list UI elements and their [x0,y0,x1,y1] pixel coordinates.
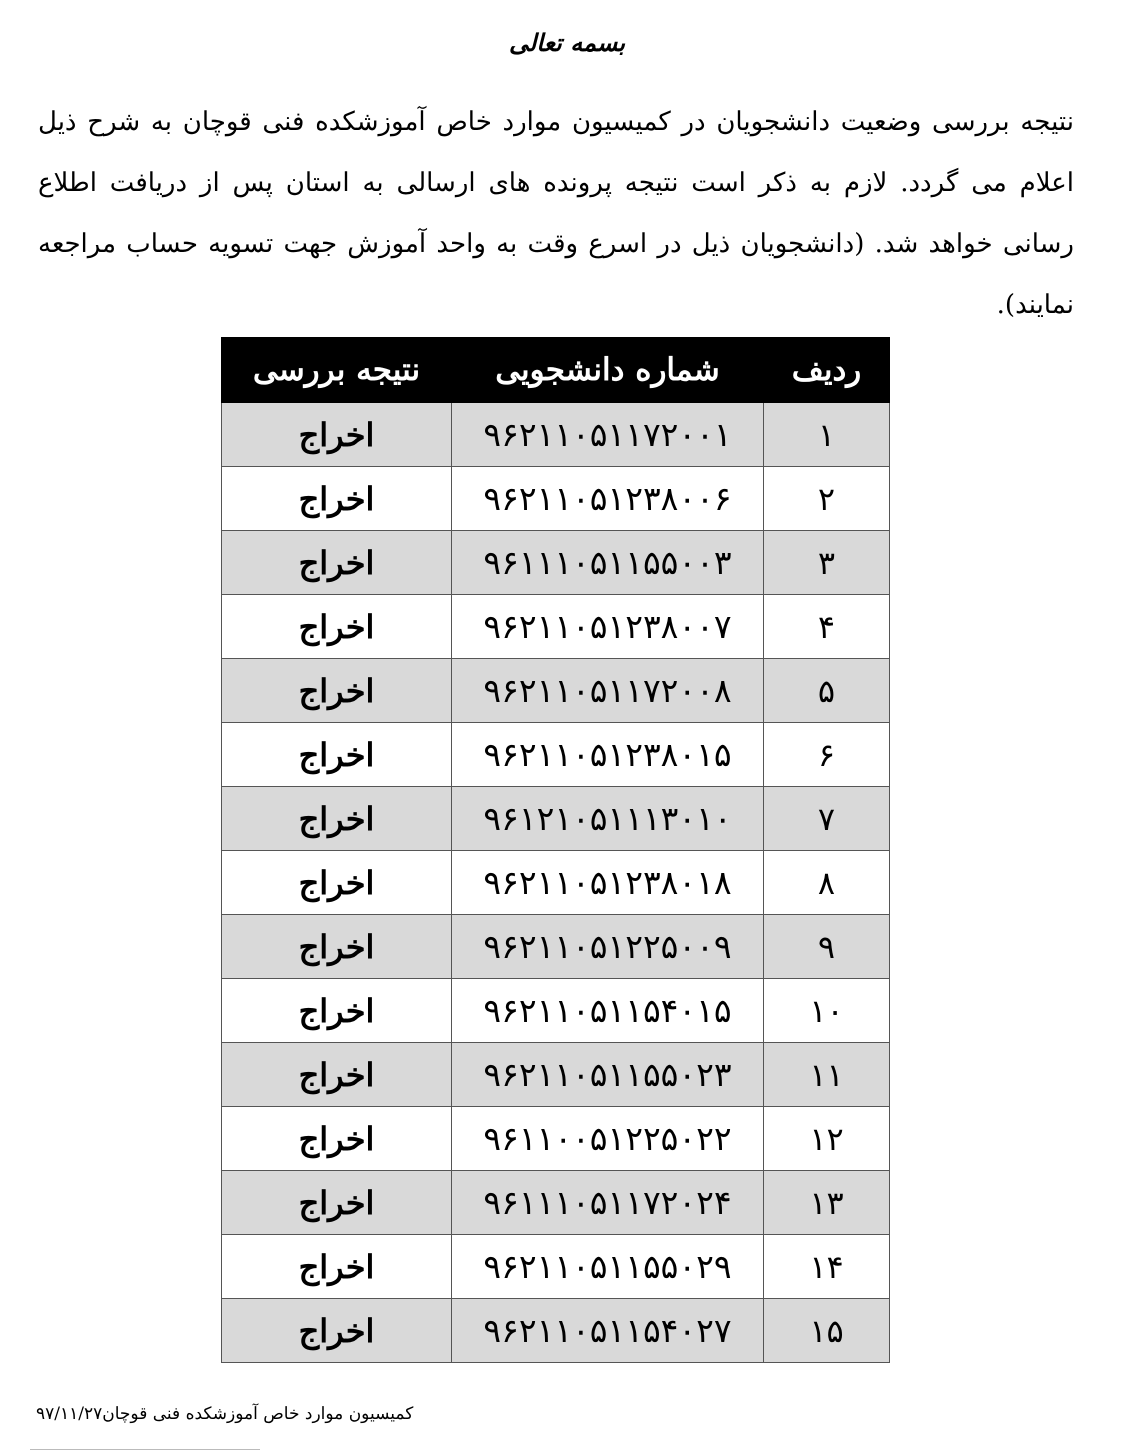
row-number-cell: ۱ [764,403,890,467]
student-id-cell: ۹۶۲۱۱۰۵۱۱۵۵۰۲۹ [452,1235,764,1299]
result-cell: اخراج [222,659,452,723]
table-row [222,1235,890,1299]
results-table [221,337,890,1363]
row-number-cell: ۴ [764,595,890,659]
result-cell: اخراج [222,1171,452,1235]
student-id-cell: ۹۶۲۱۱۰۵۱۱۷۲۰۰۸ [452,659,764,723]
table-row [222,1043,890,1107]
student-id-cell: ۹۶۲۱۱۰۵۱۲۳۸۰۱۸ [452,851,764,915]
student-id-cell: ۹۶۱۱۱۰۵۱۱۷۲۰۲۴ [452,1171,764,1235]
table-body [222,403,890,1363]
row-number-cell: ۱۲ [764,1107,890,1171]
student-id-cell: ۹۶۱۱۰۰۵۱۲۲۵۰۲۲ [452,1107,764,1171]
result-cell: اخراج [222,403,452,467]
footer-signature: کمیسیون موارد خاص آموزشکده فنی قوچان۹۷/۱۱/۲۷ [36,1404,414,1424]
header-result: نتیجه بررسی [222,338,452,403]
student-id-cell: ۹۶۲۱۱۰۵۱۱۷۲۰۰۱ [452,403,764,467]
header-student-id: شماره دانشجویی [452,338,764,403]
table-row [222,595,890,659]
table-row [222,979,890,1043]
student-id-cell: ۹۶۲۱۱۰۵۱۲۳۸۰۰۶ [452,467,764,531]
row-number-cell: ۷ [764,787,890,851]
row-number-cell: ۶ [764,723,890,787]
result-cell: اخراج [222,979,452,1043]
table-row [222,915,890,979]
result-cell: اخراج [222,851,452,915]
results-table-container [221,337,889,1363]
table-row [222,531,890,595]
bismillah-heading: بسمه تعالی [508,28,626,57]
row-number-cell: ۲ [764,467,890,531]
result-cell: اخراج [222,1235,452,1299]
row-number-cell: ۱۴ [764,1235,890,1299]
result-cell: اخراج [222,531,452,595]
row-number-cell: ۱۳ [764,1171,890,1235]
footer-divider [30,1449,260,1450]
table-row [222,787,890,851]
row-number-cell: ۵ [764,659,890,723]
row-number-cell: ۸ [764,851,890,915]
result-cell: اخراج [222,467,452,531]
result-cell: اخراج [222,595,452,659]
result-cell: اخراج [222,1299,452,1363]
row-number-cell: ۳ [764,531,890,595]
table-row [222,723,890,787]
header-row-number: ردیف [764,338,890,403]
row-number-cell: ۹ [764,915,890,979]
result-cell: اخراج [222,1043,452,1107]
table-row [222,851,890,915]
student-id-cell: ۹۶۱۲۱۰۵۱۱۱۳۰۱۰ [452,787,764,851]
result-cell: اخراج [222,915,452,979]
result-cell: اخراج [222,723,452,787]
student-id-cell: ۹۶۲۱۱۰۵۱۱۵۴۰۱۵ [452,979,764,1043]
intro-paragraph: نتیجه بررسی وضعیت دانشجویان در کمیسیون موارد خاص آموزشکده فنی قوچان به شرح ذیل اعلام می گردد. لازم به ذکر است نتیجه پرونده های ارسالی به استان پس از دریافت اطلاع رسانی خواهد شد. (دانشجویان ذیل در اسرع وقت به واحد آموزش جهت تسویه حساب مراجعه نمایند). [38,107,1074,320]
table-header-row [222,338,890,403]
student-id-cell: ۹۶۱۱۱۰۵۱۱۵۵۰۰۳ [452,531,764,595]
table-row [222,1107,890,1171]
student-id-cell: ۹۶۲۱۱۰۵۱۲۲۵۰۰۹ [452,915,764,979]
row-number-cell: ۱۰ [764,979,890,1043]
table-row [222,1299,890,1363]
table-row [222,467,890,531]
student-id-cell: ۹۶۲۱۱۰۵۱۲۳۸۰۰۷ [452,595,764,659]
result-cell: اخراج [222,1107,452,1171]
table-row [222,659,890,723]
student-id-cell: ۹۶۲۱۱۰۵۱۱۵۵۰۲۳ [452,1043,764,1107]
table-row [222,1171,890,1235]
student-id-cell: ۹۶۲۱۱۰۵۱۱۵۴۰۲۷ [452,1299,764,1363]
row-number-cell: ۱۱ [764,1043,890,1107]
result-cell: اخراج [222,787,452,851]
row-number-cell: ۱۵ [764,1299,890,1363]
table-row [222,403,890,467]
student-id-cell: ۹۶۲۱۱۰۵۱۲۳۸۰۱۵ [452,723,764,787]
